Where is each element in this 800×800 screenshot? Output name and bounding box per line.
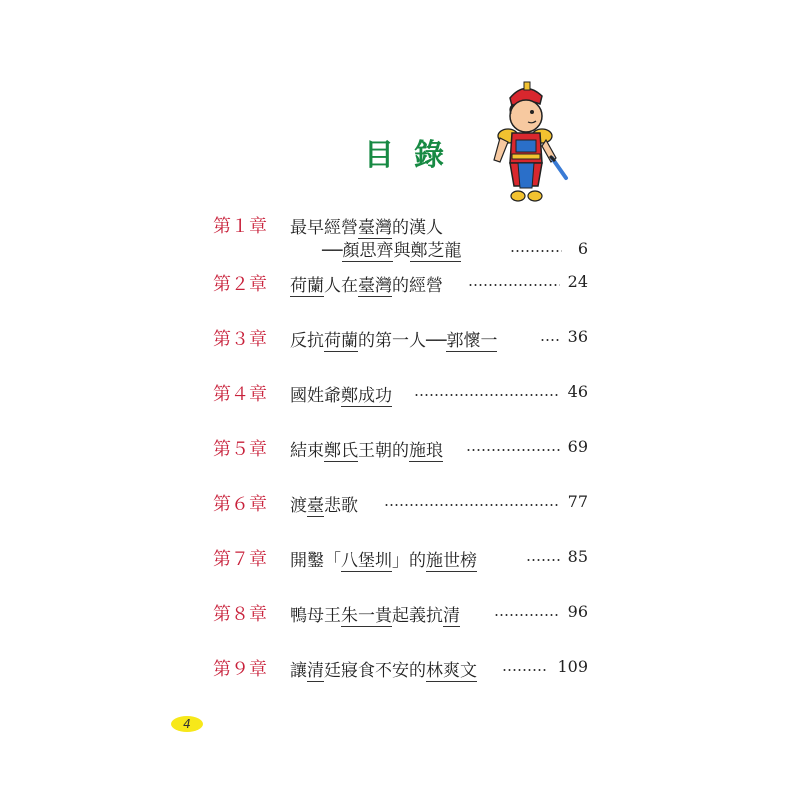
toc-entry-title[interactable] <box>290 601 460 626</box>
toc-title-segment: 渡 <box>290 496 307 516</box>
toc-entry-title[interactable] <box>290 491 358 516</box>
toc-title-segment: 鴨母王 <box>290 606 341 626</box>
toc-entry-title[interactable] <box>290 546 477 571</box>
toc-page-number: 96 <box>567 602 588 621</box>
toc-title-segment: 臺灣 <box>358 276 392 296</box>
toc-page-number: 36 <box>567 327 588 346</box>
toc-chapter-label: 第６章 <box>213 494 267 515</box>
toc-title-segment: 」的 <box>392 551 426 571</box>
toc-chapter-label: 第７章 <box>213 549 267 570</box>
toc-title-segment: 的第一人── <box>358 331 447 351</box>
toc-subtitle-segment: 鄭芝龍 <box>410 241 462 261</box>
toc-chapter-label: 第４章 <box>213 384 267 405</box>
toc-leader-dots <box>384 504 560 506</box>
toc-entry-title[interactable] <box>290 213 443 238</box>
toc-entry-title[interactable] <box>290 326 497 351</box>
toc-title-segment: 的漢人 <box>392 218 443 238</box>
toc-page-number: 85 <box>567 547 588 566</box>
toc-title-segment: 反抗 <box>290 331 324 351</box>
toc-page-number: 109 <box>557 657 588 676</box>
toc-chapter-label: 第８章 <box>213 604 267 625</box>
toc-title-segment: 結束 <box>290 441 324 461</box>
toc-leader-dots <box>526 559 560 561</box>
toc-title-segment: 郭懷一 <box>446 331 498 351</box>
toc-subtitle-segment: 顏思齊 <box>342 241 394 261</box>
toc-title-segment: 清 <box>307 661 324 681</box>
toc-title-segment: 讓 <box>290 661 307 681</box>
page-number-badge <box>171 716 203 732</box>
toc-title-segment: 廷寢食不安的 <box>324 661 426 681</box>
toc-title-segment: 王朝的 <box>358 441 409 461</box>
toc-entry-subtitle <box>322 236 461 261</box>
toc-leader-dots <box>494 614 560 616</box>
toc-title-segment: 人在 <box>324 276 358 296</box>
toc-title-segment: 起義抗 <box>392 606 443 626</box>
toc-page-number: 46 <box>567 382 588 401</box>
toc-entry-title[interactable] <box>290 381 392 406</box>
toc-leader-dots <box>466 449 560 451</box>
page-number: 4 <box>183 717 191 731</box>
toc-entry-title[interactable] <box>290 656 477 681</box>
toc-title-segment: 的經營 <box>392 276 443 296</box>
toc-title-segment: 臺 <box>307 496 324 516</box>
toc-entry-title[interactable] <box>290 436 443 461</box>
toc-title-segment: 林爽文 <box>426 661 477 681</box>
toc-title-segment: 八堡圳 <box>341 551 392 571</box>
toc-leader-dots <box>414 394 560 396</box>
toc-leader-dots <box>510 250 562 252</box>
toc-leader-dots <box>468 284 560 286</box>
toc-page-number: 69 <box>567 437 588 456</box>
toc-page-number: 6 <box>577 239 588 258</box>
toc-title-segment: 國姓爺 <box>290 386 341 406</box>
toc-leader-dots <box>540 339 560 341</box>
toc-title-segment: 施世榜 <box>426 551 477 571</box>
toc-title-segment: 清 <box>443 606 460 626</box>
toc-chapter-label: 第９章 <box>213 659 267 680</box>
toc-title-segment: 最早經營 <box>290 218 358 238</box>
title-char-1: 目 <box>364 138 394 173</box>
toc-leader-dots <box>502 669 548 671</box>
toc-title-segment: 荷蘭 <box>290 276 324 296</box>
toc-page-number: 77 <box>567 492 588 511</box>
toc-subtitle-segment: 與 <box>393 241 411 261</box>
toc-title-segment: 開鑿「 <box>290 551 341 571</box>
title-char-2: 錄 <box>414 138 444 173</box>
toc-title-segment: 鄭成功 <box>341 386 392 406</box>
toc-entry-title[interactable] <box>290 271 443 296</box>
toc-chapter-label: 第５章 <box>213 439 267 460</box>
toc-title-segment: 臺灣 <box>358 218 392 238</box>
toc-title-segment: 荷蘭 <box>324 331 358 351</box>
toc-subtitle-segment: ── <box>322 241 343 261</box>
toc-page-number: 24 <box>567 272 588 291</box>
toc-title-segment: 鄭氏 <box>324 441 358 461</box>
toc-chapter-label: 第２章 <box>213 274 267 295</box>
toc-title-segment: 朱一貴 <box>341 606 392 626</box>
toc-chapter-label: 第３章 <box>213 329 267 350</box>
toc-chapter-label: 第１章 <box>213 216 267 237</box>
toc-title-segment: 悲歌 <box>324 496 358 516</box>
toc-title-segment: 施琅 <box>409 441 443 461</box>
